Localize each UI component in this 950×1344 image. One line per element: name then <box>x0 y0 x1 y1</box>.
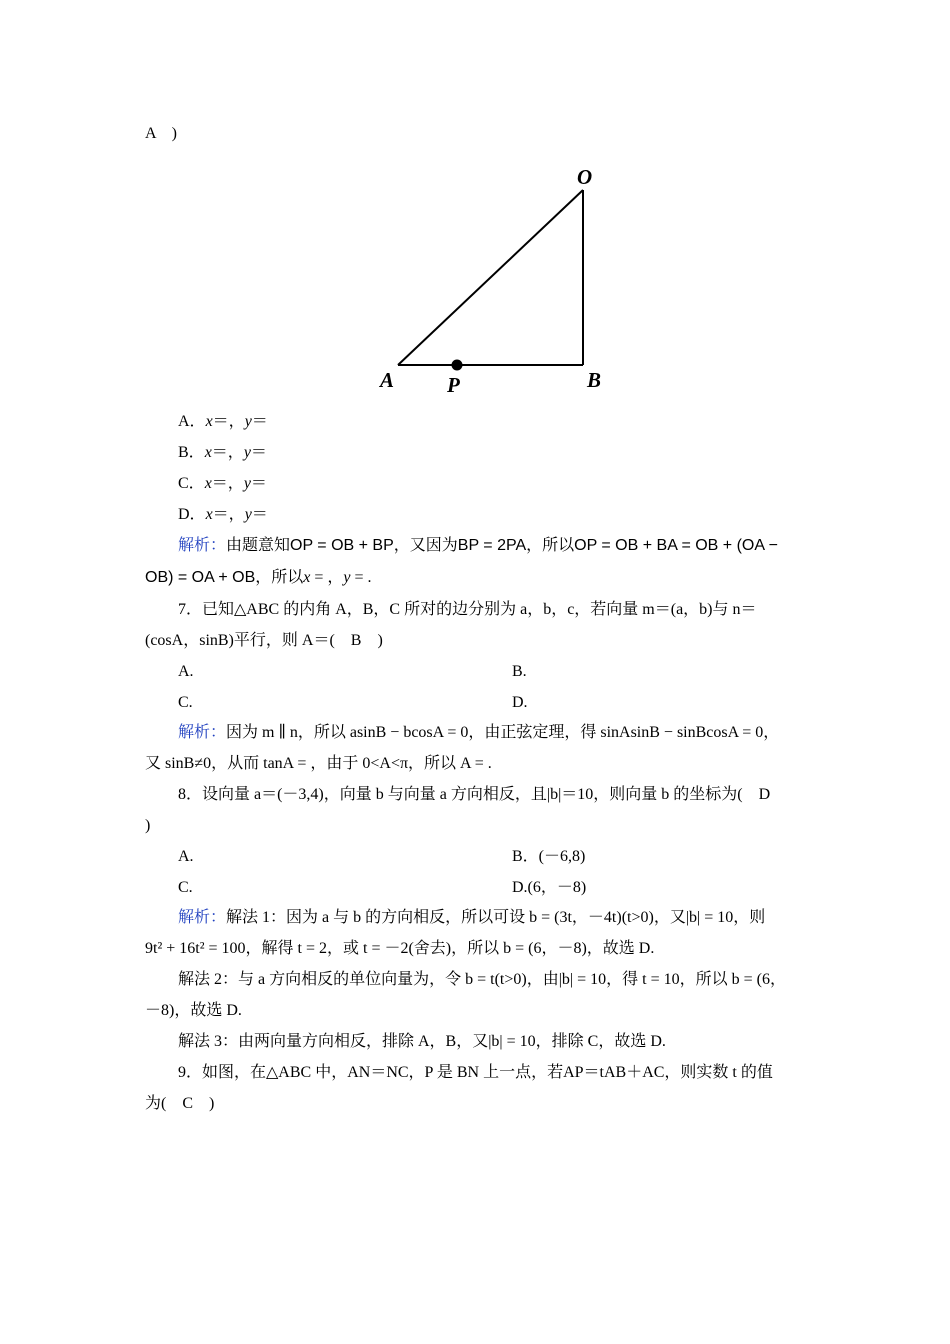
segment-ao <box>398 190 583 365</box>
q8-method3-line1: 解法 3：由两向量方向相反，排除 A，B，又|b| = 10，排除 C，故选 D. <box>178 1033 666 1050</box>
point-p-marker <box>452 360 463 371</box>
q8-option-b: B．(－6,8) <box>512 848 586 865</box>
q8-stem-line1: 8．设向量 a＝(－3,4)，向量 b 与向量 a 方向相反，且|b|＝10，则向量 b 的坐标为( D <box>178 786 771 803</box>
answer-fragment: A ) <box>145 125 178 142</box>
label-b: B <box>587 368 602 392</box>
q8-method2-line2: －8)，故选 D. <box>145 1002 242 1019</box>
label-o: O <box>577 165 593 189</box>
q8-option-a: A. <box>178 848 194 865</box>
q6-option-c: C．x＝，y＝ <box>178 475 267 492</box>
triangle-figure <box>370 160 630 400</box>
q6-solution-line1: 解析：由题意知OP = OB + BP，又因为BP = 2PA，所以OP = OB + BA = OB + (OA − <box>178 537 778 554</box>
q7-solution-line2: 又 sinB≠0，从而 tanA = ，由于 0<A<π，所以 A = . <box>145 755 492 772</box>
q8-method2-line1: 解法 2：与 a 方向相反的单位向量为，令 b = t(t>0)，由|b| = 10，得 t = 10，所以 b = (6， <box>178 971 786 988</box>
q7-solution-label: 解析： <box>178 724 227 741</box>
q7-stem-line1: 7．已知△ABC 的内角 A，B，C 所对的边分别为 a，b，c，若向量 m＝(a，b)与 n＝ <box>178 601 757 618</box>
q8-solution-label: 解析： <box>178 909 227 926</box>
q7-solution-line1: 解析：因为 m ∥ n，所以 asinB − bcosA = 0，由正弦定理，得 sinAsinB − sinBcosA = 0， <box>178 724 780 741</box>
q7-stem-line2: (cosA，sinB)平行，则 A＝( B ) <box>145 632 383 649</box>
q6-option-a: A．x＝，y＝ <box>178 413 268 430</box>
q8-method1-line2: 9t² + 16t² = 100，解得 t = 2，或 t = －2(舍去)，所以 b = (6，－8)，故选 D. <box>145 940 655 957</box>
q8-option-d: D.(6，－8) <box>512 879 587 896</box>
q9-stem-line2: 为( C ) <box>145 1095 215 1112</box>
label-p: P <box>447 373 460 397</box>
q8-method1-line1: 解析：解法 1：因为 a 与 b 的方向相反，所以可设 b = (3t，－4t)(t>0)，又|b| = 10，则 <box>178 909 766 926</box>
q7-option-a: A. <box>178 663 194 680</box>
q6-option-d: D．x＝，y＝ <box>178 506 268 523</box>
q7-option-b: B. <box>512 663 527 680</box>
q6-solution-label: 解析： <box>178 537 227 554</box>
q6-option-b: B．x＝，y＝ <box>178 444 267 461</box>
q8-stem-line2: ) <box>145 817 151 834</box>
label-a: A <box>380 368 395 392</box>
q8-option-c: C. <box>178 879 193 896</box>
q9-stem-line1: 9．如图，在△ABC 中，AN＝NC，P 是 BN 上一点，若AP＝tAB＋AC，则实数 t 的值 <box>178 1064 773 1081</box>
q6-solution-line2: OB) = OA + OB，所以x = ，y = . <box>145 569 372 586</box>
q7-option-c: C. <box>178 694 193 711</box>
q7-option-d: D. <box>512 694 528 711</box>
